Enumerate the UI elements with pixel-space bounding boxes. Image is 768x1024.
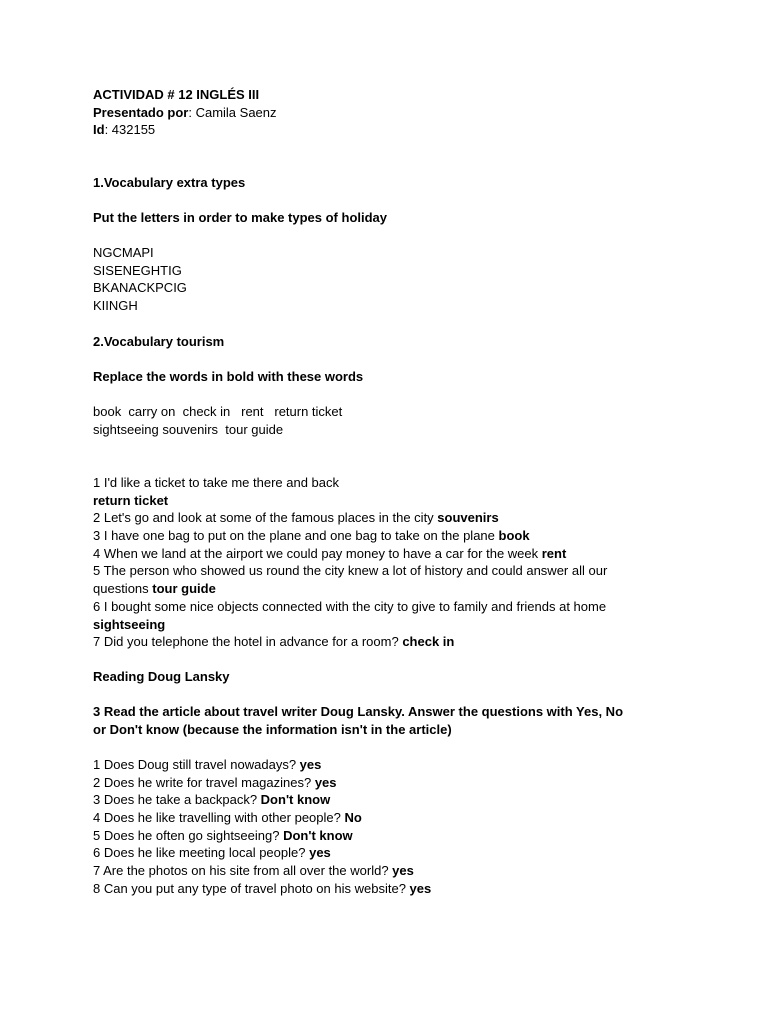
word-bank-line: sightseeing souvenirs tour guide: [93, 421, 284, 437]
question-text: 3 Does he take a backpack?: [93, 792, 261, 808]
exercise-text: 4 When we land at the airport we could pay money to have a car for the week: [93, 545, 542, 561]
question-item: [93, 774, 693, 792]
section2-instruction-block: [93, 368, 693, 386]
section2-instruction: Replace the words in bold with these words: [93, 369, 364, 384]
question-text: 4 Does he like travelling with other people?: [93, 810, 345, 826]
question-item: [93, 844, 693, 862]
scrambled-word: KIINGH: [93, 298, 138, 314]
exercise-text: 5 The person who showed us round the city knew a lot of history and could answer all our: [93, 563, 608, 579]
section2-heading-block: [93, 333, 693, 351]
exercise-text: questions: [93, 581, 153, 597]
exercise-answer: return ticket: [93, 492, 169, 508]
exercise-text: 2 Let's go and look at some of the famous places in the city: [93, 510, 438, 526]
scrambled-words-list: [93, 244, 693, 315]
scrambled-word: NGCMAPI: [93, 245, 154, 260]
word-bank: [93, 403, 693, 438]
question-answer: yes: [309, 845, 331, 861]
question-item: [93, 809, 693, 827]
question-item: [93, 880, 693, 898]
reading-title: Reading Doug Lansky: [93, 669, 230, 684]
question-answer: Don't know: [260, 792, 331, 808]
vocabulary-exercise-list: [93, 474, 693, 651]
question-text: 1 Does Doug still travel nowadays?: [93, 757, 300, 772]
question-answer: yes: [314, 774, 337, 790]
exercise-answer: sightseeing: [93, 616, 166, 632]
exercise-item-7: [93, 633, 693, 651]
id-line: [93, 121, 693, 139]
exercise-item-6-answer-line: [93, 616, 693, 634]
question-item: [93, 827, 693, 845]
section1-instruction: Put the letters in order to make types of holiday: [93, 210, 388, 225]
exercise-item-4: [93, 545, 693, 563]
presented-by-line: [93, 104, 693, 122]
reading-instruction-block: [93, 703, 693, 738]
question-text: 2 Does he write for travel magazines?: [93, 774, 315, 790]
exercise-answer: tour guide: [152, 581, 216, 597]
question-text: 7 Are the photos on his site from all over the world?: [93, 863, 393, 879]
section1-instruction-block: [93, 209, 693, 227]
id-value: : 432155: [104, 122, 156, 138]
header-block: [93, 86, 693, 139]
id-label: Id: [93, 122, 105, 138]
exercise-text: 6 I bought some nice objects connected with the city to give to family and friends at home: [93, 598, 607, 614]
section1-heading-block: [93, 174, 693, 192]
exercise-item-1-line: [93, 474, 693, 492]
exercise-item-2: [93, 509, 693, 527]
exercise-item-6-line: [93, 598, 693, 616]
exercise-text: 1 I'd like a ticket to take me there and back: [93, 475, 340, 490]
scrambled-word: SISENEGHTIG: [93, 262, 182, 278]
question-answer: yes: [409, 880, 432, 896]
question-answer: yes: [392, 863, 414, 879]
reading-instruction-line: 3 Read the article about travel writer Doug Lansky. Answer the questions with Yes, No: [93, 704, 624, 719]
question-item: [93, 756, 693, 774]
exercise-answer: check in: [402, 634, 455, 650]
document-title: ACTIVIDAD # 12 INGLÉS III: [93, 87, 260, 102]
presented-by-value: : Camila Saenz: [188, 104, 277, 120]
question-text: 6 Does he like meeting local people?: [93, 845, 310, 861]
exercise-item-5-line: [93, 562, 693, 580]
exercise-text: 7 Did you telephone the hotel in advance for a room?: [93, 634, 403, 650]
exercise-item-5-answer-line: [93, 580, 693, 598]
exercise-item-1-answer-line: [93, 492, 693, 510]
question-item: [93, 862, 693, 880]
reading-instruction-line: or Don't know (because the information isn't in the article): [93, 721, 452, 737]
question-text: 8 Can you put any type of travel photo on his website?: [93, 880, 410, 896]
exercise-answer: souvenirs: [437, 510, 499, 526]
question-answer: Don't know: [283, 827, 353, 843]
exercise-text: 3 I have one bag to put on the plane and one bag to take on the plane: [93, 528, 499, 544]
question-answer: yes: [299, 757, 322, 772]
exercise-answer: book: [498, 528, 530, 544]
reading-title-block: [93, 668, 693, 686]
question-item: [93, 791, 693, 809]
presented-by-label: Presentado por: [93, 104, 189, 120]
question-answer: No: [344, 810, 362, 826]
question-text: 5 Does he often go sightseeing?: [93, 827, 284, 843]
section1-heading: 1.Vocabulary extra types: [93, 175, 246, 190]
word-bank-line: book carry on check in rent return ticket: [93, 404, 343, 419]
scrambled-word: BKANACKPCIG: [93, 280, 187, 296]
exercise-answer: rent: [541, 545, 567, 561]
exercise-item-3: [93, 527, 693, 545]
section2-heading: 2.Vocabulary tourism: [93, 334, 225, 349]
reading-questions-list: [93, 756, 693, 898]
